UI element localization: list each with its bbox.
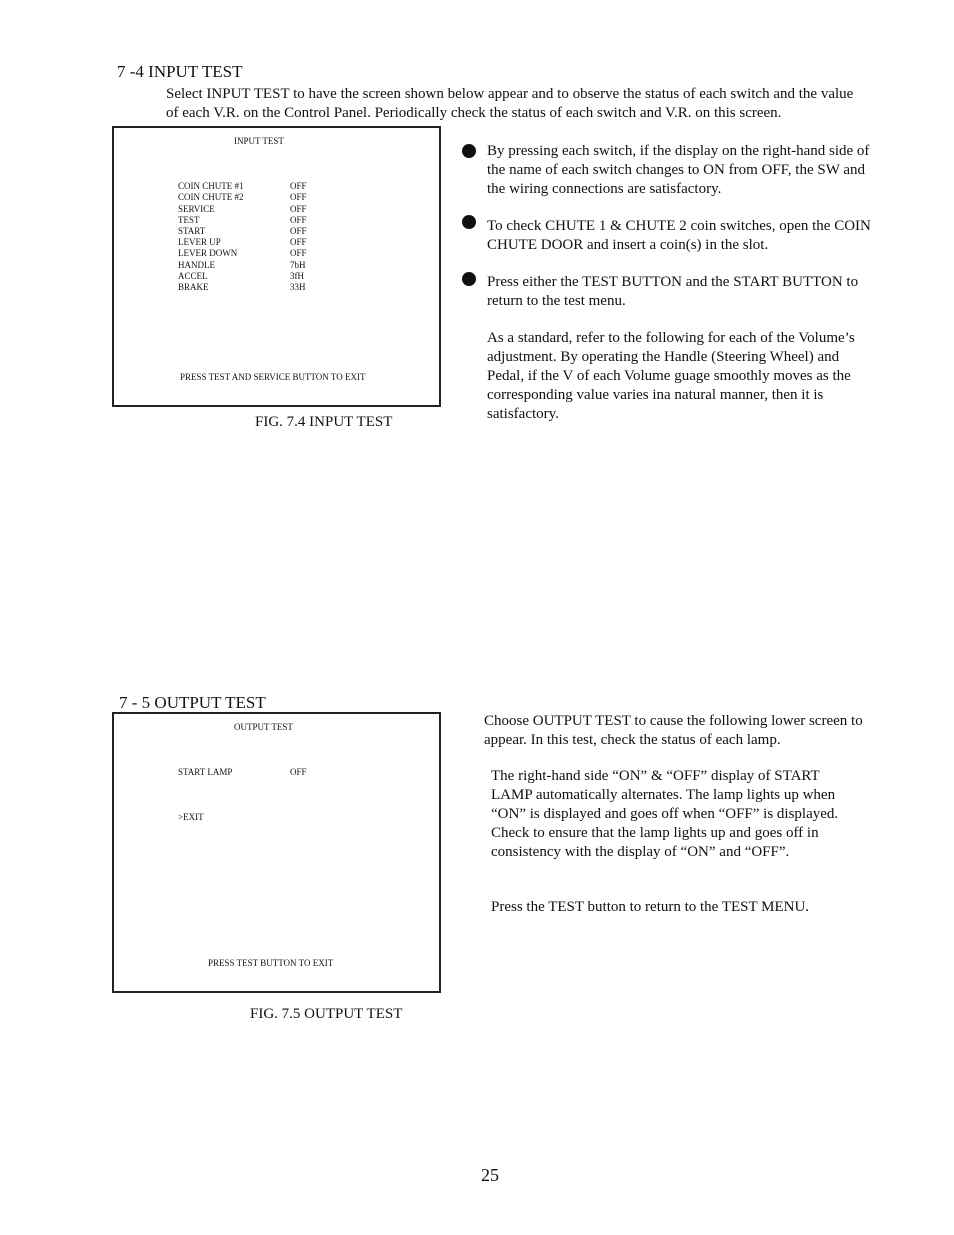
output-test-screen xyxy=(112,712,441,993)
input-row-value: OFF xyxy=(290,181,307,191)
volume-adjustment-note: As a standard, refer to the following for each of the Volume’s adjustment. By operating the Handle (Steering Wheel) and Pedal, if the V of each Volume guage smoothly moves as the corresponding value varies ina natural manner, then it is satisfactory. xyxy=(487,330,855,422)
bullet-icon xyxy=(462,144,476,158)
input-row-name: ACCEL xyxy=(178,271,208,281)
input-row-name: COIN CHUTE #2 xyxy=(178,192,244,202)
input-test-intro: Select INPUT TEST to have the screen shown below appear and to observe the status of each switch and the value of each V.R. on the Control Panel. Periodically check the status of each switch and V.R. on this screen. xyxy=(166,86,854,121)
output-screen-footer: PRESS TEST BUTTON TO EXIT xyxy=(208,958,334,968)
page-number: 25 xyxy=(481,1165,499,1185)
input-row-name: BRAKE xyxy=(178,282,209,292)
input-row-name: HANDLE xyxy=(178,260,215,270)
output-test-intro: Choose OUTPUT TEST to cause the following lower screen to appear. In this test, check the status of each lamp. xyxy=(484,713,863,748)
input-row-value: OFF xyxy=(290,204,307,214)
input-row-name: TEST xyxy=(178,215,200,225)
input-row-value: OFF xyxy=(290,215,307,225)
input-test-bullet: By pressing each switch, if the display on the right-hand side of the name of each switch changes to ON from OFF, the SW and the wiring connections are satisfactory. xyxy=(487,143,870,197)
input-row-name: COIN CHUTE #1 xyxy=(178,181,244,191)
output-test-lamp-description: The right-hand side “ON” & “OFF” display of START LAMP automatically alternates. The lamp lights up when “ON” is displayed and goes off when “OFF” is displayed. Check to ensure that the lamp lights up and goes off in consistency with the display of “ON” and “OFF”. xyxy=(491,768,839,860)
input-test-bullet: Press either the TEST BUTTON and the START BUTTON to return to the test menu. xyxy=(487,274,859,309)
input-row-value: 3fH xyxy=(290,271,304,281)
section-heading-output-test: 7 - 5 OUTPUT TEST xyxy=(119,693,266,712)
input-row-name: SERVICE xyxy=(178,204,215,214)
input-row-value: OFF xyxy=(290,237,307,247)
figure-caption-input-test: FIG. 7.4 INPUT TEST xyxy=(255,414,393,430)
input-test-bullet: To check CHUTE 1 & CHUTE 2 coin switches, open the COIN CHUTE DOOR and insert a coin(s) in the slot. xyxy=(487,218,871,253)
input-row-value: OFF xyxy=(290,248,307,258)
output-lamp-value: OFF xyxy=(290,767,307,777)
input-row-name: LEVER UP xyxy=(178,237,221,247)
bullet-icon xyxy=(462,215,476,229)
input-test-screen xyxy=(112,126,441,407)
input-row-value: 7bH xyxy=(290,260,306,270)
output-exit-item: >EXIT xyxy=(178,812,204,822)
input-row-value: OFF xyxy=(290,192,307,202)
input-row-name: LEVER DOWN xyxy=(178,248,238,258)
section-heading-input-test: 7 -4 INPUT TEST xyxy=(117,62,243,81)
input-screen-title: INPUT TEST xyxy=(234,136,284,146)
input-row-name: START xyxy=(178,226,206,236)
input-screen-footer: PRESS TEST AND SERVICE BUTTON TO EXIT xyxy=(180,372,366,382)
bullet-icon xyxy=(462,272,476,286)
output-test-return-note: Press the TEST button to return to the TEST MENU. xyxy=(491,899,810,915)
input-row-value: 33H xyxy=(290,282,306,292)
figure-caption-output-test: FIG. 7.5 OUTPUT TEST xyxy=(250,1006,403,1022)
output-screen-title: OUTPUT TEST xyxy=(234,722,293,732)
input-row-value: OFF xyxy=(290,226,307,236)
output-lamp-name: START LAMP xyxy=(178,767,233,777)
